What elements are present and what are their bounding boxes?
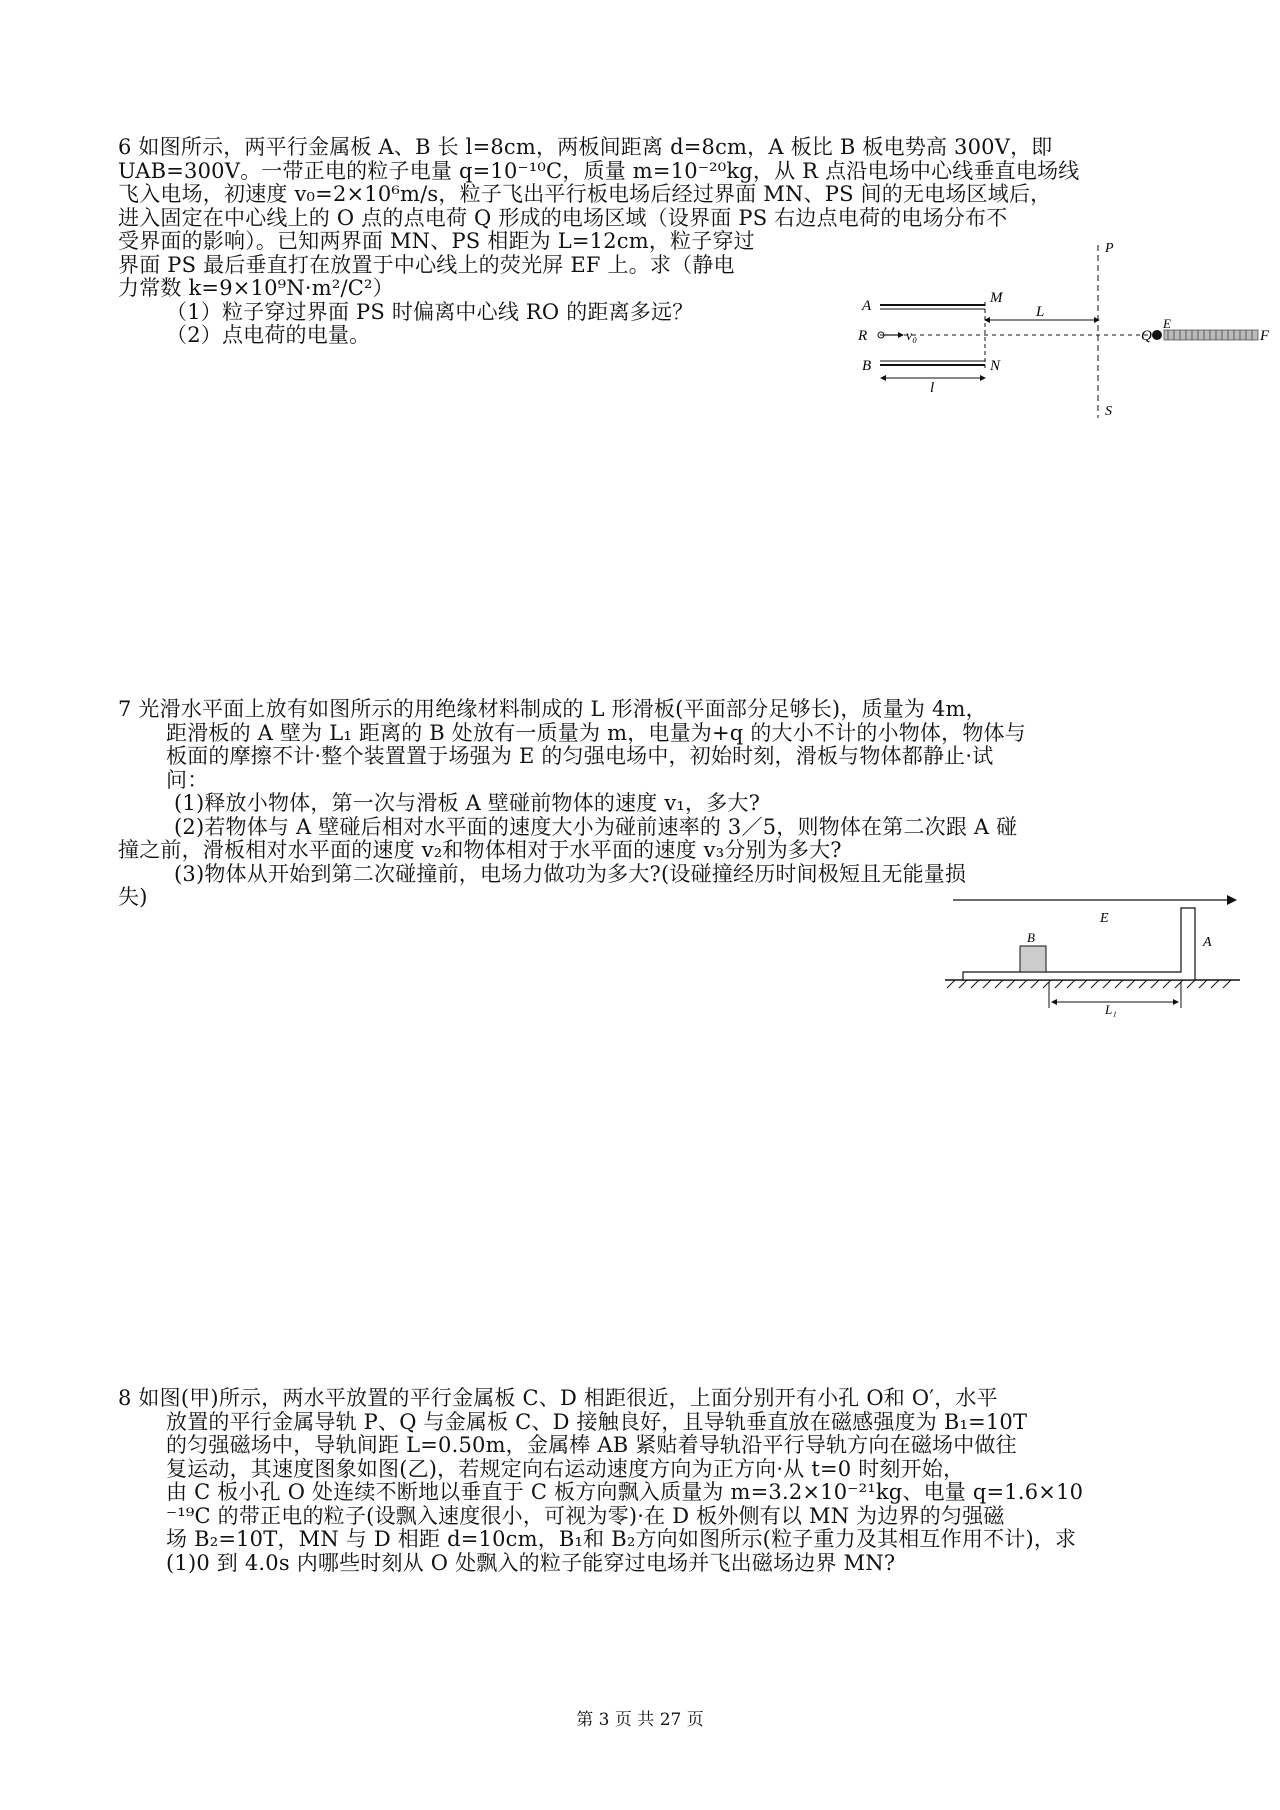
q6-line-3: 飞入电场，初速度 v₀=2×10⁶m/s，粒子飞出平行板电场后经过界面 MN、PS 间的无电场区域后， <box>118 182 1052 206</box>
q8-line-6: ⁻¹⁹C 的带正电的粒子(设飘入速度很小，可视为零)·在 D 板外侧有以 MN 为边界的匀强磁 <box>166 1503 1005 1528</box>
q7-line-4: 问： <box>166 767 209 792</box>
label-q: Q <box>1141 328 1152 344</box>
label-a: A <box>1203 935 1212 950</box>
q7-cont-3: 失) <box>118 885 148 909</box>
q8-line-1: 8 如图(甲)所示，两水平放置的平行金属板 C、D 相距很近，上面分别开有小孔 O和 O′，水平 <box>118 1386 998 1410</box>
q8-line-7: 场 B₂=10T，MN 与 D 相距 d=10cm，B₁和 B₂方向如图所示(粒子重力及其相互作用不计)，求 <box>166 1527 1077 1551</box>
label-L: L <box>1036 304 1045 320</box>
page-footer: 第 3 页 共 27 页 <box>576 1710 704 1730</box>
label-v0: v₀ <box>906 329 918 344</box>
q7-line-2: 距滑板的 A 壁为 L₁ 距离的 B 处放有一质量为 m，电量为+q 的大小不计的小物体，物体与 <box>166 720 1026 745</box>
q6-sub-2: （2）点电荷的电量。 <box>166 323 371 347</box>
q6-sub-1: （1）粒子穿过界面 PS 时偏离中心线 RO 的距离多远？ <box>166 299 694 324</box>
label-r: R <box>858 328 868 344</box>
question-8 <box>118 1387 1083 1575</box>
label-b: B <box>862 358 872 374</box>
q8-line-2: 放置的平行金属导轨 P、Q 与金属板 C、D 接触良好，且导轨垂直放在磁感强度为 B₁=10T <box>166 1409 1028 1434</box>
label-s: S <box>1105 404 1112 419</box>
q7-sub-2: (2)若物体与 A 壁碰后相对水平面的速度大小为碰前速率的 3／5，则物体在第二次跟 A 碰 <box>174 814 1018 839</box>
label-m: M <box>990 290 1003 306</box>
q6-line-6: 界面 PS 最后垂直打在放置于中心线上的荧光屏 EF 上。求（静电 <box>118 252 735 277</box>
label-l: l <box>930 380 935 396</box>
q6-figure <box>850 240 1270 420</box>
q7-figure <box>945 890 1245 1020</box>
label-n: N <box>990 358 1001 374</box>
label-a: A <box>862 298 872 314</box>
q7-line-1: 7 光滑水平面上放有如图所示的用绝缘材料制成的 L 形滑板(平面部分足够长)，质量为 4m， <box>118 697 987 721</box>
l-board <box>963 908 1195 980</box>
label-p: P <box>1105 241 1114 256</box>
screen-ef <box>1164 330 1258 340</box>
q7-sub-3: (3)物体从开始到第二次碰撞前，电场力做功为多大?(设碰撞经历时间极短且无能量损 <box>174 861 967 886</box>
label-e: E <box>1163 316 1171 331</box>
q7-cont-2: 撞之前，滑板相对水平面的速度 v₂和物体相对于水平面的速度 v₃分别为多大? <box>118 838 842 862</box>
q7-sub-1: (1)释放小物体，第一次与滑板 A 壁碰前物体的速度 v₁，多大? <box>174 791 761 815</box>
q8-line-3: 的匀强磁场中，导轨间距 L=0.50m，金属棒 AB 紧贴着导轨沿平行导轨方向在磁场中做往 <box>166 1433 1017 1457</box>
q8-line-5: 由 C 板小孔 O 处连续不断地以垂直于 C 板方向飘入质量为 m=3.2×10⁻²¹kg、电量 q=1.6×10 <box>166 1480 1084 1504</box>
label-e: E <box>1100 911 1109 926</box>
label-b: B <box>1027 930 1035 945</box>
q6-line-1: 6 如图所示，两平行金属板 A、B 长 l=8cm，两板间距离 d=8cm，A 板比 B 板电势高 300V，即 <box>118 135 1053 159</box>
q6-line-5: 受界面的影响）。已知两界面 MN、PS 相距为 L=12cm，粒子穿过 <box>118 229 755 253</box>
block-b <box>1020 946 1046 972</box>
question-7 <box>118 698 1026 910</box>
q8-line-8: (1)0 到 4.0s 内哪些时刻从 O 处飘入的粒子能穿过电场并飞出磁场边界 MN? <box>166 1550 896 1575</box>
label-f: F <box>1260 328 1270 344</box>
q7-line-3: 板面的摩擦不计·整个装置置于场强为 E 的匀强电场中，初始时刻，滑板与物体都静止·试 <box>166 744 994 768</box>
q6-line-2: UAB=300V。一带正电的粒子电量 q=10⁻¹⁰C，质量 m=10⁻²⁰kg，从 R 点沿电场中心线垂直电场线 <box>118 158 1080 183</box>
charge-q <box>1152 330 1162 340</box>
q8-line-4: 复运动，其速度图象如图(乙)，若规定向右运动速度方向为正方向·从 t=0 时刻开始， <box>166 1456 965 1481</box>
q6-line-4: 进入固定在中心线上的 O 点的点电荷 Q 形成的电场区域（设界面 PS 右边点电荷的电场分布不 <box>118 205 1008 230</box>
q6-line-7: 力常数 k=9×10⁹N·m²/C²） <box>118 276 394 300</box>
label-l1: L₁ <box>1105 1002 1117 1017</box>
